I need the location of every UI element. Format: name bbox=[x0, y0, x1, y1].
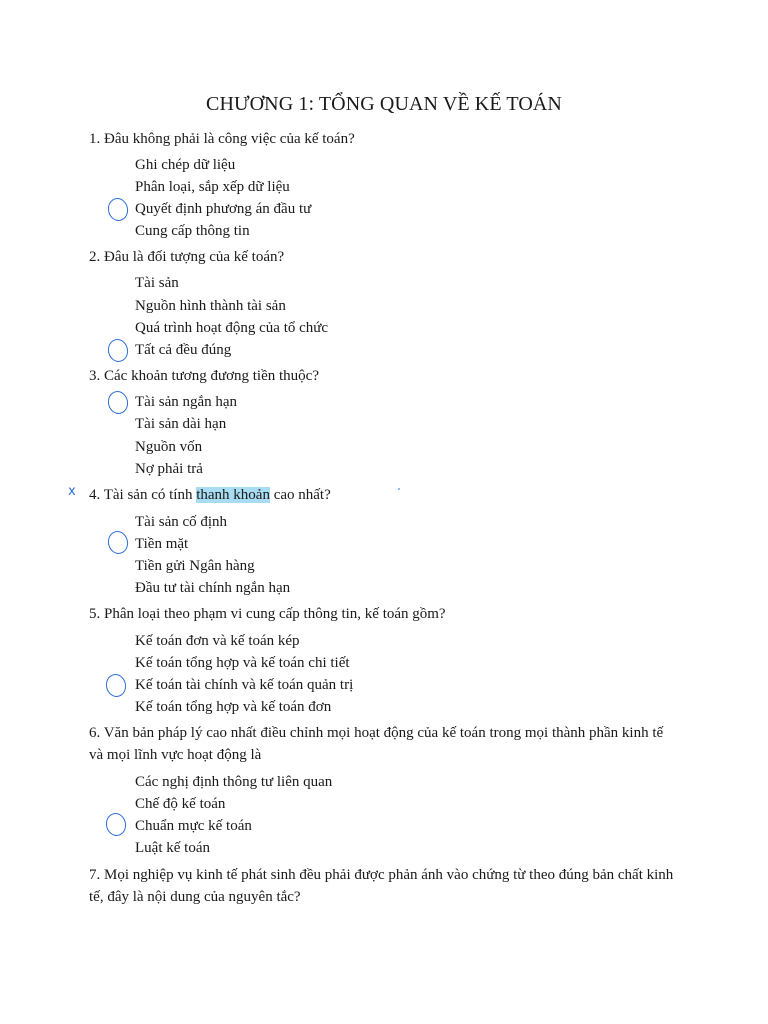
chapter-title: CHƯƠNG 1: TỔNG QUAN VỀ KẾ TOÁN bbox=[206, 93, 562, 115]
ink-dot bbox=[398, 488, 400, 490]
answer-circle-q1 bbox=[106, 196, 130, 223]
q5-option-2: Kế toán tổng hợp và kế toán chi tiết bbox=[135, 655, 350, 671]
answer-circle-q4 bbox=[106, 529, 130, 556]
q4-option-3: Tiền gửi Ngân hàng bbox=[135, 558, 255, 574]
question-7: 7. Mọi nghiệp vụ kinh tế phát sinh đều phải được phản ánh vào chứng từ theo đúng bản chất kinh tế, đây là nội dung của nguyên tắc? bbox=[89, 867, 674, 905]
q6-option-1: Các nghị định thông tư liên quan bbox=[135, 774, 333, 790]
q4-option-2: Tiền mặt bbox=[135, 536, 189, 552]
q2-option-4: Tất cả đều đúng bbox=[135, 342, 232, 358]
q1-option-2: Phân loại, sắp xếp dữ liệu bbox=[135, 179, 290, 195]
q4-option-1: Tài sản cố định bbox=[135, 514, 228, 530]
q6-option-4: Luật kế toán bbox=[135, 840, 210, 856]
q2-option-2: Nguồn hình thành tài sản bbox=[135, 298, 286, 314]
q6-option-2: Chế độ kế toán bbox=[135, 796, 226, 812]
question-1: 1. Đâu không phải là công việc của kế toán? bbox=[89, 131, 355, 147]
q3-option-3: Nguồn vốn bbox=[135, 439, 203, 455]
q4-text-before: 4. Tài sản có tính bbox=[89, 487, 197, 503]
q3-option-4: Nợ phải trả bbox=[135, 461, 203, 477]
q1-option-3: Quyết định phương án đầu tư bbox=[135, 201, 312, 217]
question-6: 6. Văn bản pháp lý cao nhất điều chỉnh mọi hoạt động của kế toán trong mọi thành phần kinh tế và mọi lĩnh vực hoạt động là bbox=[89, 725, 664, 763]
margin-x-mark: x bbox=[68, 484, 76, 499]
question-3: 3. Các khoản tương đương tiền thuộc? bbox=[89, 368, 319, 384]
question-4 bbox=[89, 484, 679, 506]
q2-option-1: Tài sản bbox=[135, 275, 179, 291]
q5-option-4: Kế toán tổng hợp và kế toán đơn bbox=[135, 699, 332, 715]
answer-circle-q5 bbox=[104, 672, 128, 699]
q4-text-after: cao nhất? bbox=[269, 487, 331, 503]
q5-option-3: Kế toán tài chính và kế toán quản trị bbox=[135, 677, 354, 693]
q4-option-4: Đầu tư tài chính ngắn hạn bbox=[135, 580, 291, 596]
q3-option-1: Tài sản ngắn hạn bbox=[135, 394, 238, 410]
q3-option-2: Tài sản dài hạn bbox=[135, 416, 227, 432]
q5-option-1: Kế toán đơn và kế toán kép bbox=[135, 633, 300, 649]
q1-option-4: Cung cấp thông tin bbox=[135, 223, 250, 239]
highlighted-text: thanh khoản bbox=[196, 487, 270, 503]
q1-option-1: Ghi chép dữ liệu bbox=[135, 157, 236, 173]
question-2: 2. Đâu là đối tượng của kế toán? bbox=[89, 249, 285, 265]
q6-option-3: Chuẩn mực kế toán bbox=[135, 818, 252, 834]
question-5: 5. Phân loại theo phạm vi cung cấp thông tin, kế toán gồm? bbox=[89, 606, 446, 622]
answer-circle-q3 bbox=[106, 389, 130, 416]
q2-option-3: Quá trình hoạt động của tổ chức bbox=[135, 320, 329, 336]
answer-circle-q6 bbox=[104, 811, 128, 838]
answer-circle-q2 bbox=[106, 337, 130, 364]
